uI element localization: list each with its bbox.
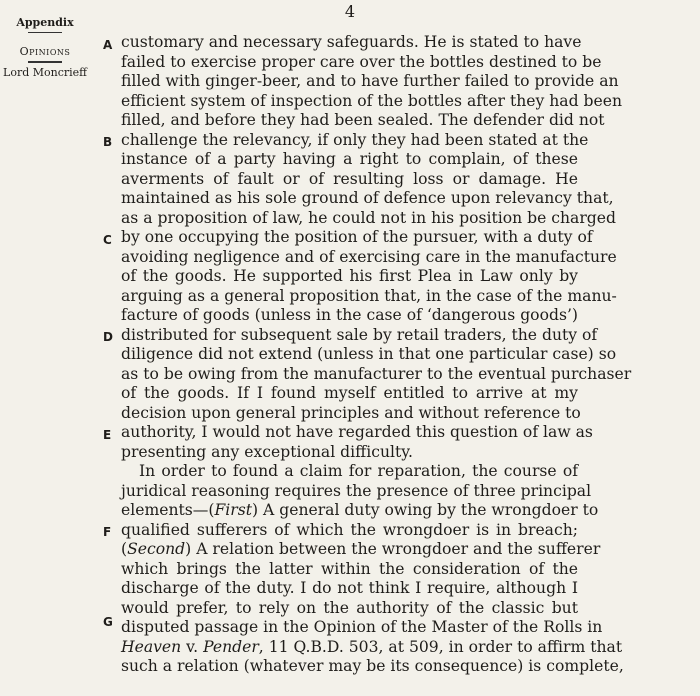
text-line: arguing as a general proposition that, in the case of the manu- bbox=[121, 286, 617, 305]
margin-letter: D bbox=[103, 330, 113, 344]
text-line: efficient system of inspection of the bottles after they had been bbox=[121, 91, 623, 110]
text-line: challenge the relevancy, if only they had been stated at the bbox=[121, 130, 589, 149]
text-line: would prefer, to rely on the authority of the classic but bbox=[121, 598, 578, 617]
text-line: as a proposition of law, he could not in his position be charged bbox=[121, 208, 616, 227]
text-line: avoiding negligence and of exercising care in the manufacture bbox=[121, 247, 617, 266]
text-line: In order to found a claim for reparation, the course of bbox=[139, 462, 578, 480]
divider bbox=[28, 61, 62, 63]
judge-label: Lord Moncrieff bbox=[3, 66, 87, 79]
text-line: disputed passage in the Opinion of the Master of the Rolls in bbox=[121, 618, 603, 636]
text-line: averments of fault or of resulting loss or damage. He bbox=[121, 169, 578, 188]
text-line: diligence did not extend (unless in that one particular case) so bbox=[121, 345, 617, 363]
text-line: facture of goods (unless in the case of ‘dangerous goods’) bbox=[121, 306, 578, 324]
text-line: instance of a party having a right to complain, of these bbox=[121, 150, 578, 168]
text-line: (Second) A relation between the wrongdoer and the sufferer bbox=[121, 540, 601, 558]
margin-letter: G bbox=[103, 615, 113, 629]
margin-letter: C bbox=[103, 233, 112, 247]
text-line: Heaven v. Pender, 11 Q.B.D. 503, at 509, in order to affirm that bbox=[121, 637, 623, 656]
text-line: by one occupying the position of the pursuer, with a duty of bbox=[121, 228, 593, 246]
text-line: distributed for subsequent sale by retail traders, the duty of bbox=[121, 325, 598, 344]
margin-letter: B bbox=[103, 135, 113, 149]
text-line: failed to exercise proper care over the bottles destined to be bbox=[121, 52, 602, 71]
text-line: as to be owing from the manufacturer to the eventual purchaser bbox=[121, 364, 632, 383]
divider bbox=[28, 32, 62, 33]
text-line: customary and necessary safeguards. He is stated to have bbox=[121, 33, 582, 51]
heading-label: Opinions bbox=[19, 45, 71, 58]
text-line: filled with ginger-beer, and to have further failed to provide an bbox=[121, 72, 619, 90]
text-line: presenting any exceptional difficulty. bbox=[121, 442, 413, 461]
text-line: elements—(First) A general duty owing by the wrongdoer to bbox=[121, 501, 599, 519]
text-line: juridical reasoning requires the presence of three principal bbox=[121, 481, 592, 500]
text-line: maintained as his sole ground of defence upon relevancy that, bbox=[121, 189, 614, 207]
text-line: authority, I would not have regarded this question of law as bbox=[121, 423, 593, 441]
margin-letter: A bbox=[103, 38, 113, 52]
text-line: which brings the latter within the consideration of the bbox=[121, 559, 578, 578]
page-number: 4 bbox=[344, 2, 356, 21]
text-line: of the goods. If I found myself entitled to arrive at my bbox=[121, 384, 578, 402]
margin-letter: F bbox=[103, 525, 112, 539]
text-line: decision upon general principles and without reference to bbox=[121, 403, 581, 422]
text-line: filled, and before they had been sealed. The defender did not bbox=[121, 111, 605, 129]
text-line: discharge of the duty. I do not think I require, although I bbox=[121, 579, 578, 597]
section-label: Appendix bbox=[16, 16, 74, 29]
body-text bbox=[121, 33, 632, 677]
margin-letter: E bbox=[103, 428, 112, 442]
text-line: of the goods. He supported his first Plea in Law only by bbox=[121, 267, 578, 285]
margin-column bbox=[0, 12, 90, 79]
text-line: such a relation (whatever may be its consequence) is complete, bbox=[121, 657, 624, 675]
text-line: qualified sufferers of which the wrongdoer is in breach; bbox=[121, 520, 578, 539]
